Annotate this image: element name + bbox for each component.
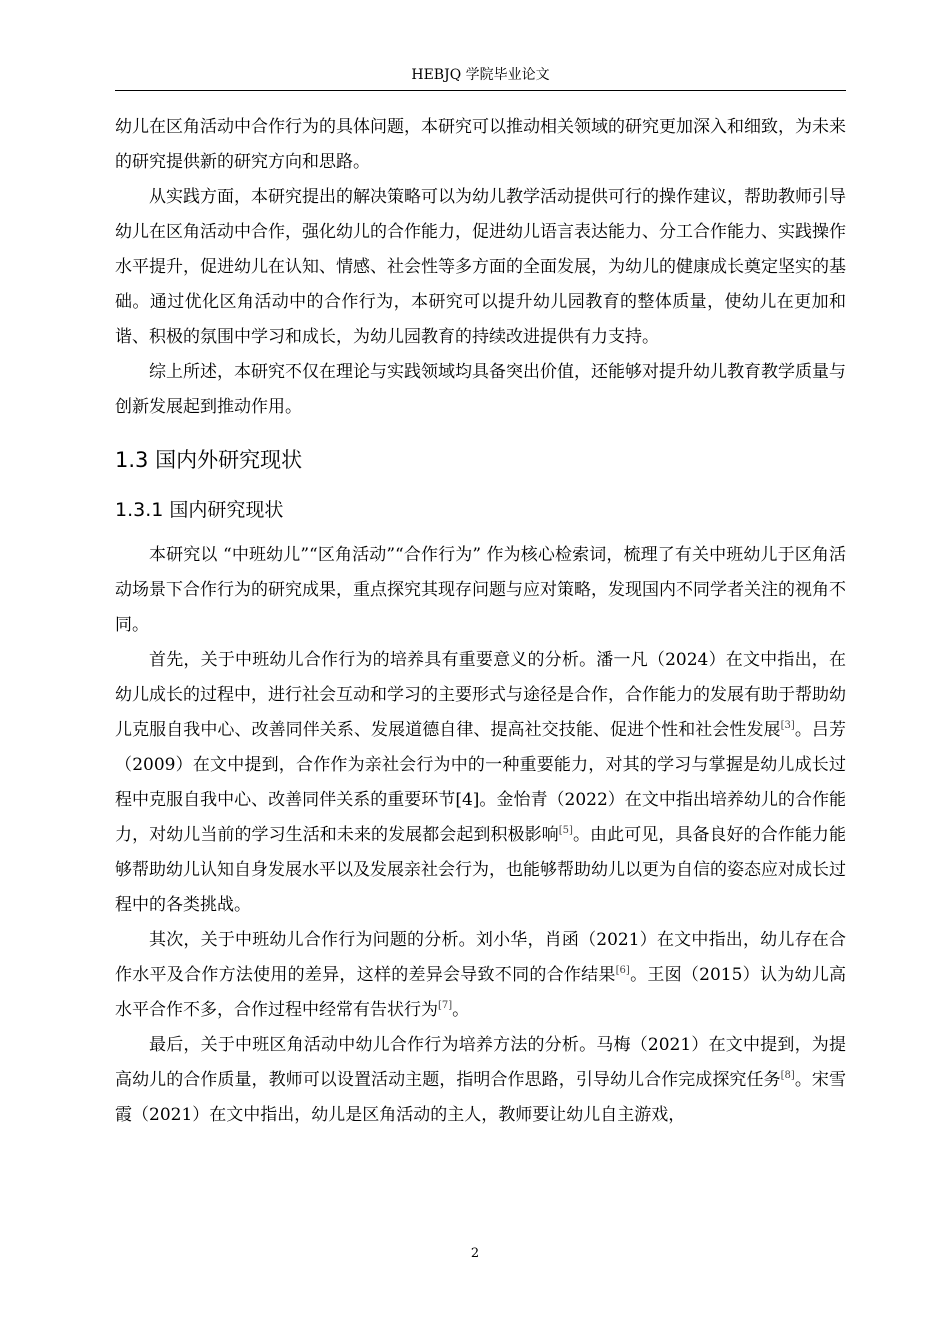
paragraph-first [115, 643, 846, 923]
citation-ref: [3] [780, 720, 795, 731]
page-header [115, 64, 846, 91]
text-run: 首先，关于中班幼儿合作行为的培养具有重要意义的分析。潘一凡（2024）在文中指出，在幼儿成长的过程中，进行社会互动和学习的主要形式与途径是合作，合作能力的发展有助于帮助幼儿克服自我中心、改善同伴关系、发展道德自律、提高社交技能、促进个性和社会性发展 [115, 650, 846, 740]
paragraph: 综上所述，本研究不仅在理论与实践领域均具备突出价值，还能够对提升幼儿教育教学质量与创新发展起到推动作用。 [115, 362, 846, 417]
page-number: 2 [470, 1246, 480, 1261]
paragraph-second [115, 923, 846, 1028]
citation-ref: [6] [615, 965, 630, 976]
citation-ref: [5] [558, 825, 573, 836]
text-run: 。由此可见，具备良好的合作能力能够帮助幼儿认知自身发展水平以及发展亲社会行为，也能够帮助幼儿以更为自信的姿态应对成长过程中的各类挑战。 [115, 825, 846, 915]
text-run: 。王囡（2015）认为幼儿高水平合作不多，合作过程中经常有告状行为 [115, 965, 846, 1020]
header-title: HEBJQ 学院毕业论文 [411, 67, 550, 83]
paragraph-last [115, 1028, 846, 1133]
paragraph-intro: 本研究以 “中班幼儿”“区角活动”“合作行为” 作为核心检索词，梳理了有关中班幼儿于区角活动场景下合作行为的研究成果，重点探究其现存问题与应对策略，发现国内不同学者关注的视角不同。 [115, 545, 846, 635]
text-run: 。宋雪霞（2021）在文中指出，幼儿是区角活动的主人，教师要让幼儿自主游戏， [115, 1070, 846, 1125]
text-run: 最后，关于中班区角活动中幼儿合作行为培养方法的分析。马梅（2021）在文中提到，为提高幼儿的合作质量，教师可以设置活动主题，指明合作思路，引导幼儿合作完成探究任务 [115, 1035, 846, 1090]
paragraph: 从实践方面，本研究提出的解决策略可以为幼儿教学活动提供可行的操作建议，帮助教师引导幼儿在区角活动中合作，强化幼儿的合作能力，促进幼儿语言表达能力、分工合作能力、实践操作水平提升，促进幼儿在认知、情感、社会性等多方面的全面发展，为幼儿的健康成长奠定坚实的基础。通过优化区角活动中的合作行为，本研究可以提升幼儿园教育的整体质量，使幼儿在更加和谐、积极的氛围中学习和成长，为幼儿园教育的持续改进提供有力支持。 [115, 187, 846, 347]
text-run: 其次，关于中班幼儿合作行为问题的分析。刘小华，肖函（2021）在文中指出，幼儿存在合作水平及合作方法使用的差异，这样的差异会导致不同的合作结果 [115, 930, 846, 985]
subsection-heading: 1.3.1 国内研究现状 [115, 499, 284, 521]
text-run: 。吕芳（2009）在文中提到，合作作为亲社会行为中的一种重要能力，对其的学习与掌握是幼儿成长过程中克服自我中心、改善同伴关系的重要环节[4]。金怡青（2022）在文中指出培养幼儿的合作能力，对幼儿当前的学习生活和未来的发展都会起到积极影响 [115, 720, 846, 845]
citation-ref: [7] [438, 1000, 453, 1011]
document-body [115, 110, 846, 1133]
text-run: 。 [452, 1000, 470, 1020]
citation-ref: [8] [780, 1070, 795, 1081]
section-heading: 1.3 国内外研究现状 [115, 448, 303, 472]
paragraph: 幼儿在区角活动中合作行为的具体问题，本研究可以推动相关领域的研究更加深入和细致，为未来的研究提供新的研究方向和思路。 [115, 117, 846, 172]
